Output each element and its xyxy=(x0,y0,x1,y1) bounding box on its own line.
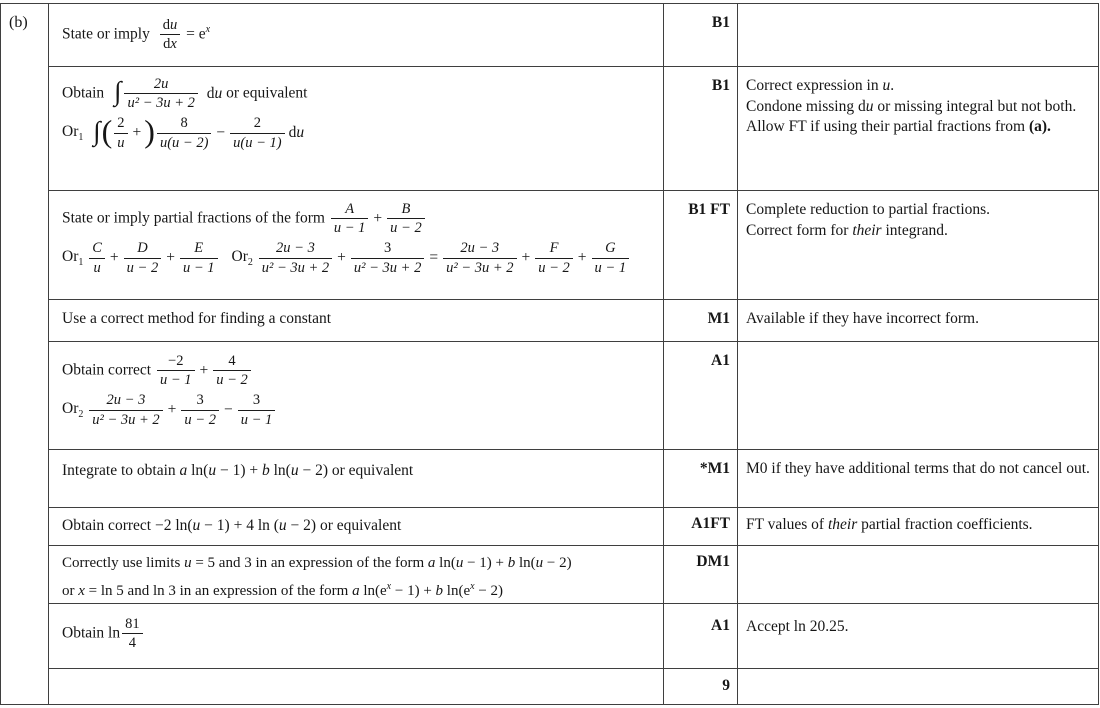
fraction: $\frac{81}{4}$ xyxy=(122,616,143,651)
guidance-line: Allow FT if using their partial fractions from (a). xyxy=(746,118,1051,135)
guidance-line: FT values of their partial fraction coefficients. xyxy=(746,516,1033,533)
guidance-line: Correct expression in u. xyxy=(746,77,895,94)
guidance-line: Condone missing du or missing integral but not both. xyxy=(746,97,1077,115)
working-text: State or imply partial fractions of the form xyxy=(62,209,325,227)
fraction: $\frac{3}{u - 1}$ xyxy=(238,392,276,427)
part-label: (b) xyxy=(9,14,28,31)
formula-derivative xyxy=(62,17,657,52)
fraction: $\frac{3}{\text{u² − 3u + 2}}$ xyxy=(351,240,424,275)
guidance-cell xyxy=(738,191,1098,300)
equals-e: = e xyxy=(186,25,206,43)
working-cell-8 xyxy=(49,546,664,604)
fraction: $\frac{F}{u - 2}$ xyxy=(535,240,573,275)
working-text: Obtain correct xyxy=(62,361,152,379)
fraction: $\frac{du}{dx}$ xyxy=(160,17,181,52)
guidance-cell xyxy=(738,300,1098,342)
guidance-cell xyxy=(738,4,1098,67)
fraction: $\frac{D}{u - 2}$ xyxy=(124,240,162,275)
plus-op: + xyxy=(199,361,209,379)
guidance-line: Available if they have incorrect form. xyxy=(746,310,979,327)
or1-label: $Or_1$ xyxy=(62,123,84,144)
working-text: Obtain xyxy=(62,84,105,102)
fraction: $\frac{E}{u - 1}$ xyxy=(180,240,218,275)
working-cell-3 xyxy=(49,191,664,300)
formula-integral-1: Obtain ∫ $\frac{2u}{\text{u² − 3u + 2}}$ du or equivalent xyxy=(62,76,308,112)
total-marks: 9 xyxy=(722,677,730,694)
mark-scheme-table xyxy=(0,3,1099,705)
plus-op: + xyxy=(577,249,587,267)
plus-op: + xyxy=(166,249,175,267)
or1-label: $Or_1$ xyxy=(62,248,84,269)
total-marks-cell xyxy=(664,669,738,704)
guidance-line: Complete reduction to partial fractions. xyxy=(746,201,991,218)
mark-cell: A1FT xyxy=(664,508,738,546)
guidance-line: Accept ln 20.25. xyxy=(746,618,849,635)
mark-cell: M1 xyxy=(664,300,738,342)
du-term: du xyxy=(288,124,305,142)
fraction: $\frac{8}{u(u - 2)}$ xyxy=(157,115,211,150)
working-text: Obtain ln xyxy=(62,624,121,642)
plus-op: + xyxy=(337,249,346,267)
part-label-cell xyxy=(1,4,49,704)
mark-cell: B1 xyxy=(664,67,738,191)
plus-op: + xyxy=(132,124,142,142)
formula-correct-pf-alt xyxy=(62,392,657,427)
working-cell-9 xyxy=(49,604,664,669)
working-cell-2 xyxy=(49,67,664,191)
mark-cell: A1 xyxy=(664,342,738,450)
guidance-cell xyxy=(738,450,1098,508)
minus-op: − xyxy=(216,124,226,142)
fraction: $\frac{C}{u}$ xyxy=(89,240,105,275)
or2-label: $Or_2$ xyxy=(62,400,84,421)
guidance-line: Correct form for their integrand. xyxy=(746,221,948,239)
guidance-cell xyxy=(738,508,1098,546)
fraction: $\frac{2}{u(u - 1)}$ xyxy=(230,115,284,150)
fraction: $\frac{2u}{\text{u² − 3u + 2}}$ xyxy=(124,76,197,111)
or2-label: $Or_2$ xyxy=(231,248,253,269)
exponent: x xyxy=(386,581,392,592)
mark-cell: *M1 xyxy=(664,450,738,508)
exponent: x xyxy=(470,581,475,592)
fraction: $\frac{4}{u - 2}$ xyxy=(213,353,251,388)
working-text: or x = ln 5 and ln 3 in an expression of the form a $\ln(e^x - 1) + b$ $\ln(e^x - 2)$ xyxy=(62,581,504,599)
du-term: du xyxy=(206,84,223,102)
working-text: Correctly use limits u = 5 and 3 in an expression of the form a ln(u − 1) + b ln(u − 2) xyxy=(62,555,572,571)
working-cell-5 xyxy=(49,342,664,450)
mark-cell: B1 FT xyxy=(664,191,738,300)
working-cell-total xyxy=(49,669,664,704)
guidance-cell xyxy=(738,342,1098,450)
fraction: $\frac{2u - 3}{\text{u² − 3u + 2}}$ xyxy=(89,392,162,427)
mark-cell: A1 xyxy=(664,604,738,669)
guidance-cell xyxy=(738,546,1098,604)
fraction: $\frac{2}{u}$ xyxy=(114,115,127,150)
formula-pf-form xyxy=(62,201,657,236)
guidance-cell xyxy=(738,67,1098,191)
working-text: State or imply xyxy=(62,25,150,43)
fraction: $\frac{G}{u - 1}$ xyxy=(592,240,630,275)
fraction: $\frac{-2}{u - 1}$ xyxy=(157,353,195,388)
fraction: $\frac{B}{u - 2}$ xyxy=(387,201,425,236)
working-text: or equivalent xyxy=(226,84,308,102)
working-cell-1 xyxy=(49,4,664,67)
working-text: Use a correct method for finding a constant xyxy=(62,310,332,327)
working-text: Integrate to obtain a ln(u − 1) + b ln(u − 2) or equivalent xyxy=(62,462,414,479)
plus-op: + xyxy=(373,209,383,227)
working-cell-6 xyxy=(49,450,664,508)
fraction: $\frac{3}{u - 2}$ xyxy=(181,392,219,427)
plus-op: + xyxy=(521,249,531,267)
formula-integral-2: $Or_1$ ∫( $\frac{2}{u}$ +) $\frac{8}{u(u - 2)}$ − $\frac{2}{u(u - 1)}$ du xyxy=(62,112,305,151)
working-text: Obtain correct −2 ln(u − 1) + 4 ln (u − 2) or equivalent xyxy=(62,517,402,534)
guidance-cell xyxy=(738,669,1098,704)
working-cell-7 xyxy=(49,508,664,546)
fraction: $\frac{2u - 3}{\text{u² − 3u + 2}}$ xyxy=(443,240,516,275)
guidance-line: M0 if they have additional terms that do not cancel out. xyxy=(746,460,1090,477)
fraction: $\frac{2u - 3}{\text{u² − 3u + 2}}$ xyxy=(259,240,332,275)
working-cell-4 xyxy=(49,300,664,342)
formula-correct-pf xyxy=(62,353,657,388)
minus-op: − xyxy=(223,401,233,419)
equals-op: = xyxy=(429,249,439,267)
plus-op: + xyxy=(167,401,177,419)
exponent: x xyxy=(205,24,211,36)
mark-cell: DM1 xyxy=(664,546,738,604)
mark-cell: B1 xyxy=(664,4,738,67)
guidance-cell xyxy=(738,604,1098,669)
formula-pf-alternatives xyxy=(62,240,657,275)
fraction: $\frac{A}{u - 1}$ xyxy=(331,201,369,236)
formula-answer xyxy=(62,616,657,651)
plus-op: + xyxy=(109,249,119,267)
